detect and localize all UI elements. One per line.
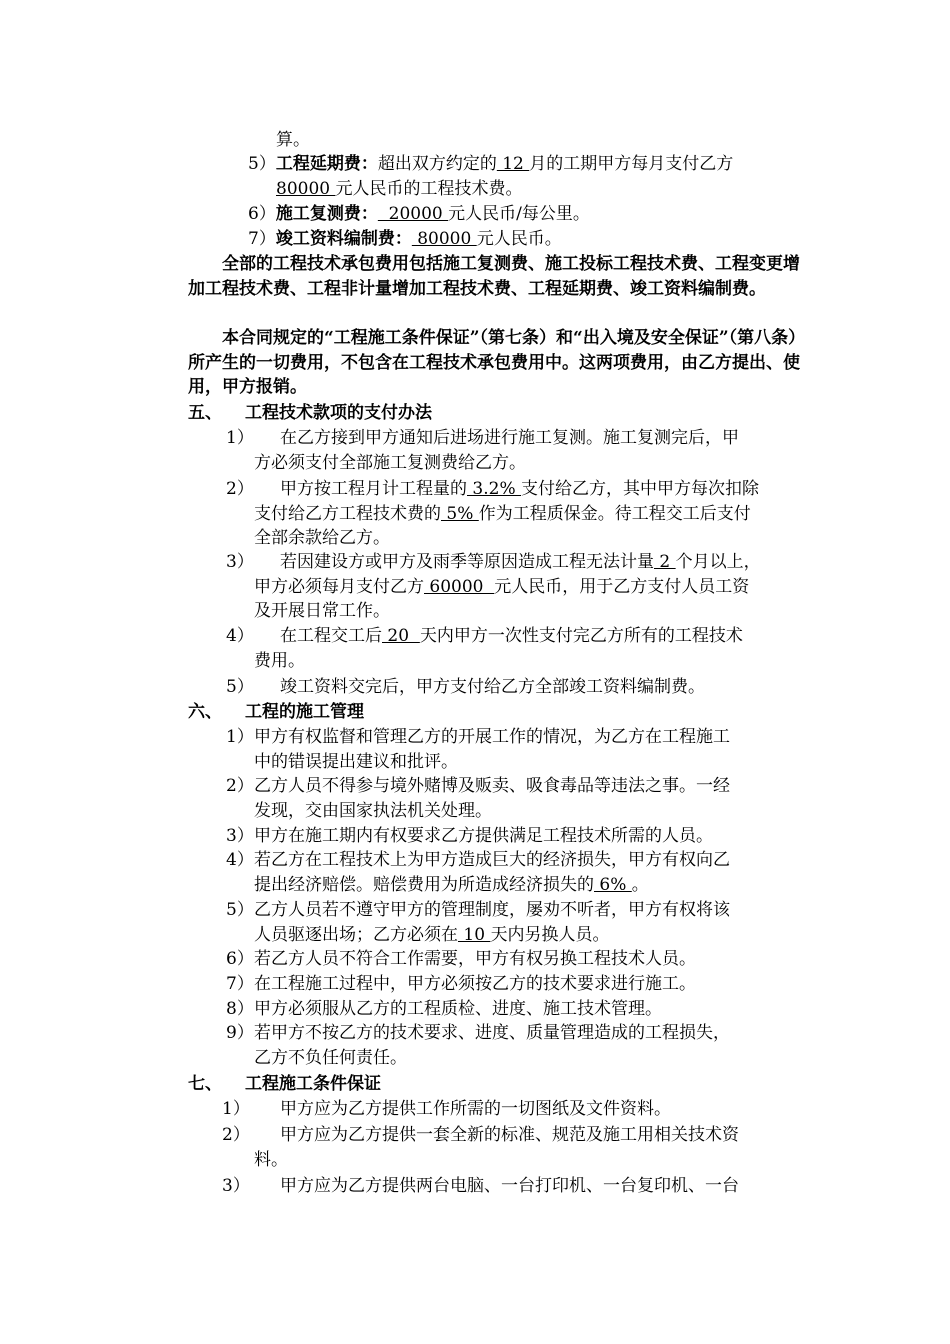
list-item: 4） 若乙方在工程技术上为甲方造成巨大的经济损失，甲方有权向乙 提出经济赔偿。赔偿费用为所造成经济损失的 6% 。 [226,850,730,895]
section-title: 工程的施工管理 [245,702,364,722]
prev-item-tail: 算。 [276,130,310,150]
list-item: 2） 甲方按工程月计工程量的 3.2% 支付给乙方，其中甲方每次扣除 支付给乙方工程技术费的 5% 作为工程质保金。待工程交工后支付 全部余款给乙方。 [226,479,759,549]
fee-item-resurvey: 6）施工复测费： 20000 元人民币/每公里。 [248,202,818,227]
paragraph-fee-scope: 全部的工程技术承包费用包括施工复测费、施工投标工程技术费、工程变更增加工程技术费、工程非计量增加工程技术费、工程延期费、竣工资料编制费。 [188,254,800,299]
fee-item-label: 工程延期费： [275,154,378,174]
list-item: 2） 乙方人员不得参与境外赌博及贩卖、吸食毒品等违法之事。一经 发现，交由国家执法机关处理。 [226,776,730,821]
underlined-value: 80000 [411,229,477,249]
list-item: 3） 甲方在施工期内有权要求乙方提供满足工程技术所需的人员。 [226,826,713,846]
underlined-value: 60000 [424,576,495,597]
underlined-value: 20 [382,626,420,646]
section-number: 六、 [188,702,222,722]
list-item: 1） 甲方有权监督和管理乙方的开展工作的情况，为乙方在工程施工 中的错误提出建议和批评。 [226,727,730,772]
underlined-value: 3.2% [467,479,521,499]
fee-item-label: 施工复测费： [275,204,378,224]
underlined-value: 20000 [377,204,449,224]
fee-item-number: 7） [248,229,276,249]
list-item: 3） 甲方应为乙方提供两台电脑、一台打印机、一台复印机、一台 [222,1176,739,1196]
section-number: 七、 [188,1074,222,1094]
fee-item-delay: 5）工程延期费：超出双方约定的 12 月的工期甲方每月支付乙方 80000 元人民币的工程技术费。 [248,154,734,199]
list-item: 4） 在工程交工后 20 天内甲方一次性支付完乙方所有的工程技术 费用。 [226,626,743,671]
list-item: 2） 甲方应为乙方提供一套全新的标准、规范及施工用相关技术资 料。 [222,1125,739,1170]
underlined-value: 10 [458,924,491,945]
list-item: 5） 乙方人员若不遵守甲方的管理制度，屡劝不听者，甲方有权将该 人员驱逐出场；乙方必须在 10 天内另换人员。 [226,900,730,945]
list-item: 3） 若因建设方或甲方及雨季等原因造成工程无法计量 2 个月以上， 甲方必须每月支付乙方 60000 元人民币，用于乙方支付人员工资 及开展日常工作。 [226,552,761,622]
list-item: 9） 若甲方不按乙方的技术要求、进度、质量管理造成的工程损失， 乙方不负任何责任。 [226,1023,730,1068]
list-item: 5） 竣工资料交完后，甲方支付给乙方全部竣工资料编制费。 [226,677,705,697]
section-title: 工程技术款项的支付办法 [245,403,432,423]
underlined-value: 80000 [276,178,336,199]
list-item: 7） 在工程施工过程中，甲方必须按乙方的技术要求进行施工。 [226,974,696,994]
paragraph-excluded-costs: 本合同规定的“工程施工条件保证”（第七条）和“出入境及安全保证”（第八条）所产生的一切费用，不包含在工程技术承包费用中。这两项费用，由乙方提出、使用，甲方报销。 [188,328,806,398]
list-item: 1） 甲方应为乙方提供工作所需的一切图纸及文件资料。 [222,1099,671,1119]
fee-item-completion-docs: 7）竣工资料编制费： 80000 元人民币。 [248,227,818,252]
underlined-value: 5% [441,503,479,524]
section-number: 五、 [188,403,222,423]
list-item: 8） 甲方必须服从乙方的工程质检、进度、施工技术管理。 [226,999,662,1019]
section-7-heading [188,1072,381,1097]
underlined-value: 12 [496,154,530,174]
underlined-value: 2 [654,552,676,572]
fee-item-number: 6） [248,204,276,224]
underlined-value: 6% [594,874,632,895]
section-5-heading [188,401,432,426]
list-item: 1） 在乙方接到甲方通知后进场进行施工复测。施工复测完后，甲 方必须支付全部施工复测费给乙方。 [226,428,739,473]
fee-item-number: 5） [248,154,276,174]
list-item: 6） 若乙方人员不符合工作需要，甲方有权另换工程技术人员。 [226,949,696,969]
fee-item-label: 竣工资料编制费： [275,229,412,249]
section-title: 工程施工条件保证 [245,1074,381,1094]
section-6-heading [188,700,364,725]
